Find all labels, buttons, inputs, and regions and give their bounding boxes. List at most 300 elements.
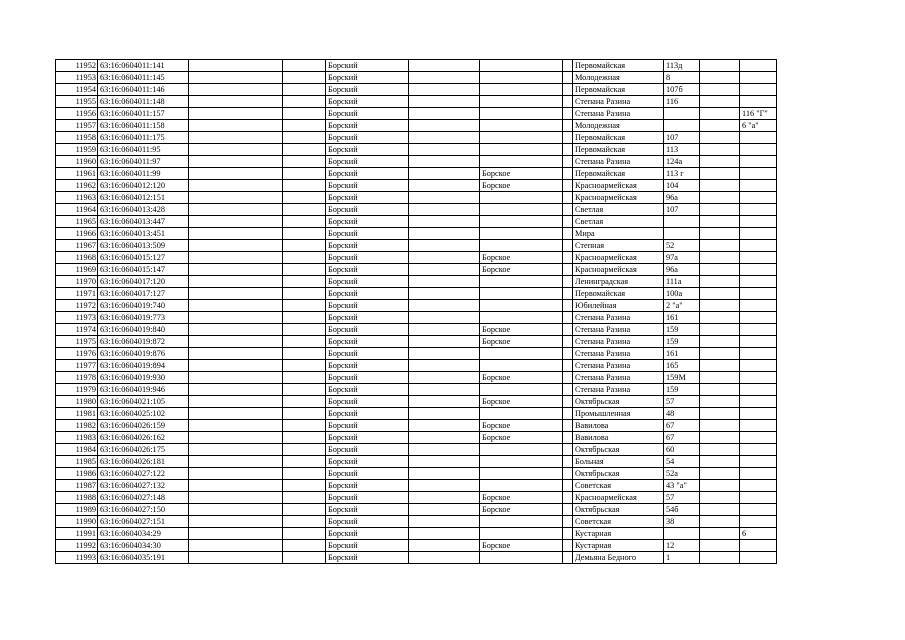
building-suffix	[740, 168, 777, 180]
cell-empty-a	[189, 252, 283, 264]
cell-empty-b	[283, 336, 326, 348]
street-name: Степана Разина	[573, 108, 664, 120]
table-row	[56, 228, 777, 240]
building-suffix	[740, 96, 777, 108]
cell-empty-a	[189, 336, 283, 348]
settlement-name	[480, 276, 563, 288]
cell-empty-d	[700, 372, 740, 384]
cell-empty-c	[409, 396, 480, 408]
district-name: Борский	[326, 120, 409, 132]
table-row	[56, 492, 777, 504]
building-suffix	[740, 132, 777, 144]
cadastral-number: 63:16:0604017:127	[98, 288, 189, 300]
table-row	[56, 420, 777, 432]
cell-empty-b	[283, 432, 326, 444]
cell-empty-b	[283, 504, 326, 516]
cell-empty-d	[700, 408, 740, 420]
street-name: Кустарная	[573, 528, 664, 540]
street-name: Светлая	[573, 204, 664, 216]
row-number: 11972	[56, 300, 98, 312]
street-name: Первомайская	[573, 132, 664, 144]
cell-empty-a	[189, 264, 283, 276]
cell-empty-b	[283, 180, 326, 192]
house-number: 116	[664, 96, 700, 108]
building-suffix	[740, 468, 777, 480]
cell-spacer	[563, 276, 573, 288]
district-name: Борский	[326, 504, 409, 516]
district-name: Борский	[326, 420, 409, 432]
house-number: 161	[664, 348, 700, 360]
building-suffix	[740, 480, 777, 492]
table-row	[56, 504, 777, 516]
cell-empty-b	[283, 276, 326, 288]
settlement-name	[480, 456, 563, 468]
building-suffix	[740, 408, 777, 420]
cell-empty-c	[409, 288, 480, 300]
district-name: Борский	[326, 228, 409, 240]
cell-empty-d	[700, 348, 740, 360]
street-name: Первомайская	[573, 60, 664, 72]
table-row	[56, 444, 777, 456]
cell-empty-b	[283, 96, 326, 108]
cell-empty-c	[409, 72, 480, 84]
cell-empty-b	[283, 60, 326, 72]
house-number	[664, 108, 700, 120]
building-suffix	[740, 192, 777, 204]
cadastral-number: 63:16:0604011:148	[98, 96, 189, 108]
district-name: Борский	[326, 468, 409, 480]
cell-empty-a	[189, 60, 283, 72]
street-name: Октябрьская	[573, 468, 664, 480]
cell-spacer	[563, 420, 573, 432]
table-row	[56, 156, 777, 168]
building-suffix	[740, 324, 777, 336]
house-number: 97а	[664, 252, 700, 264]
cell-spacer	[563, 264, 573, 276]
settlement-name	[480, 552, 563, 564]
row-number: 11982	[56, 420, 98, 432]
cell-empty-d	[700, 180, 740, 192]
building-suffix: 116 "Г"	[740, 108, 777, 120]
district-name: Борский	[326, 252, 409, 264]
row-number: 11973	[56, 312, 98, 324]
house-number: 54	[664, 456, 700, 468]
district-name: Борский	[326, 192, 409, 204]
cell-empty-c	[409, 348, 480, 360]
settlement-name: Борское	[480, 264, 563, 276]
cell-empty-c	[409, 60, 480, 72]
cell-empty-b	[283, 312, 326, 324]
building-suffix	[740, 396, 777, 408]
cell-empty-a	[189, 324, 283, 336]
cell-empty-c	[409, 468, 480, 480]
settlement-name: Борское	[480, 504, 563, 516]
settlement-name	[480, 312, 563, 324]
cadastral-number: 63:16:0604011:158	[98, 120, 189, 132]
cell-empty-b	[283, 252, 326, 264]
district-name: Борский	[326, 216, 409, 228]
cell-empty-b	[283, 300, 326, 312]
cell-empty-d	[700, 72, 740, 84]
house-number: 111а	[664, 276, 700, 288]
settlement-name: Борское	[480, 492, 563, 504]
row-number: 11990	[56, 516, 98, 528]
cell-empty-d	[700, 96, 740, 108]
table-row	[56, 192, 777, 204]
cell-empty-d	[700, 288, 740, 300]
house-number	[664, 228, 700, 240]
table-row	[56, 108, 777, 120]
table-row	[56, 480, 777, 492]
cell-empty-c	[409, 84, 480, 96]
row-number: 11970	[56, 276, 98, 288]
building-suffix	[740, 348, 777, 360]
cell-empty-c	[409, 444, 480, 456]
settlement-name	[480, 108, 563, 120]
building-suffix	[740, 264, 777, 276]
cadastral-number: 63:16:0604019:840	[98, 324, 189, 336]
cell-empty-a	[189, 312, 283, 324]
row-number: 11976	[56, 348, 98, 360]
cell-empty-c	[409, 240, 480, 252]
cell-empty-c	[409, 132, 480, 144]
settlement-name	[480, 60, 563, 72]
settlement-name: Борское	[480, 396, 563, 408]
row-number: 11985	[56, 456, 98, 468]
cell-empty-d	[700, 432, 740, 444]
cell-empty-c	[409, 372, 480, 384]
cell-empty-b	[283, 360, 326, 372]
cell-empty-d	[700, 312, 740, 324]
cell-empty-a	[189, 456, 283, 468]
cadastral-number: 63:16:0604034:30	[98, 540, 189, 552]
cadastral-number: 63:16:0604011:157	[98, 108, 189, 120]
cell-empty-d	[700, 132, 740, 144]
district-name: Борский	[326, 360, 409, 372]
row-number: 11958	[56, 132, 98, 144]
settlement-name	[480, 216, 563, 228]
street-name: Степана Разина	[573, 372, 664, 384]
district-name: Борский	[326, 204, 409, 216]
district-name: Борский	[326, 516, 409, 528]
table-row	[56, 360, 777, 372]
cadastral-number: 63:16:0604026:159	[98, 420, 189, 432]
cadastral-number: 63:16:0604027:151	[98, 516, 189, 528]
cell-spacer	[563, 384, 573, 396]
cell-empty-a	[189, 432, 283, 444]
cell-empty-c	[409, 96, 480, 108]
cell-empty-d	[700, 396, 740, 408]
house-number: 100а	[664, 288, 700, 300]
cell-spacer	[563, 60, 573, 72]
cell-empty-a	[189, 180, 283, 192]
row-number: 11954	[56, 84, 98, 96]
cell-empty-d	[700, 360, 740, 372]
cadastral-number: 63:16:0604027:122	[98, 468, 189, 480]
cell-empty-c	[409, 144, 480, 156]
house-number: 159М	[664, 372, 700, 384]
settlement-name: Борское	[480, 180, 563, 192]
street-name: Степана Разина	[573, 360, 664, 372]
cell-empty-b	[283, 516, 326, 528]
cell-empty-c	[409, 252, 480, 264]
building-suffix	[740, 204, 777, 216]
cell-empty-c	[409, 228, 480, 240]
cell-empty-d	[700, 144, 740, 156]
settlement-name	[480, 132, 563, 144]
street-name: Первомайская	[573, 168, 664, 180]
cell-empty-d	[700, 168, 740, 180]
cell-spacer	[563, 216, 573, 228]
cell-empty-b	[283, 264, 326, 276]
cell-spacer	[563, 480, 573, 492]
street-name: Степана Разина	[573, 312, 664, 324]
building-suffix	[740, 372, 777, 384]
house-number: 12	[664, 540, 700, 552]
cell-spacer	[563, 468, 573, 480]
table-row	[56, 96, 777, 108]
cell-empty-b	[283, 168, 326, 180]
cell-empty-c	[409, 360, 480, 372]
settlement-name	[480, 516, 563, 528]
table-row	[56, 528, 777, 540]
cell-empty-c	[409, 180, 480, 192]
cell-empty-a	[189, 468, 283, 480]
house-number: 107	[664, 132, 700, 144]
row-number: 11984	[56, 444, 98, 456]
row-number: 11968	[56, 252, 98, 264]
cell-spacer	[563, 492, 573, 504]
cell-empty-a	[189, 408, 283, 420]
cell-empty-c	[409, 276, 480, 288]
cell-empty-b	[283, 408, 326, 420]
house-number: 8	[664, 72, 700, 84]
building-suffix	[740, 156, 777, 168]
table-row	[56, 288, 777, 300]
settlement-name	[480, 228, 563, 240]
table-row	[56, 132, 777, 144]
cell-empty-c	[409, 480, 480, 492]
district-name: Борский	[326, 480, 409, 492]
cell-empty-c	[409, 168, 480, 180]
cell-empty-d	[700, 276, 740, 288]
street-name: Демьяна Бедного	[573, 552, 664, 564]
row-number: 11983	[56, 432, 98, 444]
cell-empty-d	[700, 420, 740, 432]
row-number: 11975	[56, 336, 98, 348]
cell-spacer	[563, 300, 573, 312]
cell-empty-c	[409, 120, 480, 132]
cell-empty-a	[189, 216, 283, 228]
cell-empty-b	[283, 468, 326, 480]
cadastral-number: 63:16:0604019:946	[98, 384, 189, 396]
table-row	[56, 144, 777, 156]
cell-empty-a	[189, 132, 283, 144]
settlement-name	[480, 144, 563, 156]
street-name: Светлая	[573, 216, 664, 228]
street-name: Юбилейная	[573, 300, 664, 312]
cell-empty-a	[189, 300, 283, 312]
house-number	[664, 528, 700, 540]
house-number: 104	[664, 180, 700, 192]
cell-empty-b	[283, 540, 326, 552]
house-number: 2 "а"	[664, 300, 700, 312]
district-name: Борский	[326, 276, 409, 288]
row-number: 11986	[56, 468, 98, 480]
building-suffix	[740, 240, 777, 252]
cell-spacer	[563, 288, 573, 300]
table-row	[56, 540, 777, 552]
street-name: Степана Разина	[573, 348, 664, 360]
house-number: 1	[664, 552, 700, 564]
row-number: 11988	[56, 492, 98, 504]
cell-spacer	[563, 120, 573, 132]
cell-spacer	[563, 240, 573, 252]
street-name: Советская	[573, 516, 664, 528]
street-name: Первомайская	[573, 288, 664, 300]
cell-empty-b	[283, 204, 326, 216]
cadastral-number: 63:16:0604011:175	[98, 132, 189, 144]
cell-empty-d	[700, 444, 740, 456]
cell-spacer	[563, 96, 573, 108]
settlement-name: Борское	[480, 420, 563, 432]
cell-empty-a	[189, 144, 283, 156]
building-suffix	[740, 288, 777, 300]
house-number: 52а	[664, 468, 700, 480]
district-name: Борский	[326, 108, 409, 120]
cell-spacer	[563, 84, 573, 96]
cell-spacer	[563, 132, 573, 144]
cell-empty-b	[283, 72, 326, 84]
building-suffix	[740, 516, 777, 528]
street-name: Красноармейская	[573, 192, 664, 204]
district-name: Борский	[326, 324, 409, 336]
cell-empty-a	[189, 108, 283, 120]
cell-empty-d	[700, 528, 740, 540]
cell-empty-a	[189, 120, 283, 132]
table-row	[56, 372, 777, 384]
house-number: 52	[664, 240, 700, 252]
cell-empty-a	[189, 204, 283, 216]
row-number: 11989	[56, 504, 98, 516]
table-row	[56, 432, 777, 444]
street-name: Первомайская	[573, 144, 664, 156]
settlement-name	[480, 384, 563, 396]
cadastral-number: 63:16:0604026:181	[98, 456, 189, 468]
cadastral-number: 63:16:0604011:99	[98, 168, 189, 180]
district-name: Борский	[326, 456, 409, 468]
cell-empty-d	[700, 156, 740, 168]
row-number: 11966	[56, 228, 98, 240]
cell-spacer	[563, 456, 573, 468]
cell-empty-c	[409, 384, 480, 396]
table-row	[56, 216, 777, 228]
cell-empty-c	[409, 192, 480, 204]
cadastral-number: 63:16:0604019:740	[98, 300, 189, 312]
house-number	[664, 216, 700, 228]
district-name: Борский	[326, 312, 409, 324]
cell-empty-d	[700, 240, 740, 252]
row-number: 11992	[56, 540, 98, 552]
cell-empty-b	[283, 396, 326, 408]
cell-empty-d	[700, 192, 740, 204]
district-name: Борский	[326, 300, 409, 312]
street-name: Красноармейская	[573, 264, 664, 276]
table-row	[56, 552, 777, 564]
row-number: 11957	[56, 120, 98, 132]
table-row	[56, 312, 777, 324]
cell-spacer	[563, 552, 573, 564]
cell-empty-b	[283, 240, 326, 252]
house-number: 159	[664, 384, 700, 396]
house-number: 67	[664, 432, 700, 444]
cadastral-number: 63:16:0604019:930	[98, 372, 189, 384]
cell-empty-b	[283, 84, 326, 96]
cell-empty-d	[700, 480, 740, 492]
cell-spacer	[563, 396, 573, 408]
cell-empty-c	[409, 528, 480, 540]
cell-empty-d	[700, 324, 740, 336]
cell-empty-d	[700, 108, 740, 120]
settlement-name	[480, 72, 563, 84]
row-number: 11974	[56, 324, 98, 336]
house-number: 60	[664, 444, 700, 456]
cell-empty-a	[189, 240, 283, 252]
table-row	[56, 84, 777, 96]
street-name: Октябрьская	[573, 444, 664, 456]
row-number: 11959	[56, 144, 98, 156]
cell-spacer	[563, 144, 573, 156]
cadastral-number: 63:16:0604026:162	[98, 432, 189, 444]
settlement-name	[480, 528, 563, 540]
cell-empty-b	[283, 348, 326, 360]
cell-empty-c	[409, 420, 480, 432]
cadastral-number: 63:16:0604019:773	[98, 312, 189, 324]
cell-empty-b	[283, 120, 326, 132]
district-name: Борский	[326, 288, 409, 300]
building-suffix	[740, 84, 777, 96]
cell-empty-a	[189, 156, 283, 168]
cell-empty-d	[700, 384, 740, 396]
house-number: 159	[664, 336, 700, 348]
cell-spacer	[563, 348, 573, 360]
table-row	[56, 276, 777, 288]
cell-spacer	[563, 180, 573, 192]
building-suffix	[740, 60, 777, 72]
cell-spacer	[563, 540, 573, 552]
cell-spacer	[563, 336, 573, 348]
cell-spacer	[563, 168, 573, 180]
cadastral-number: 63:16:0604015:147	[98, 264, 189, 276]
building-suffix	[740, 456, 777, 468]
building-suffix	[740, 492, 777, 504]
cell-empty-c	[409, 492, 480, 504]
settlement-name	[480, 480, 563, 492]
cell-empty-a	[189, 372, 283, 384]
row-number: 11971	[56, 288, 98, 300]
cadastral-number: 63:16:0604015:127	[98, 252, 189, 264]
building-suffix	[740, 540, 777, 552]
settlement-name	[480, 204, 563, 216]
cell-empty-a	[189, 552, 283, 564]
table-row	[56, 252, 777, 264]
cell-empty-a	[189, 420, 283, 432]
cell-empty-a	[189, 348, 283, 360]
cell-empty-d	[700, 216, 740, 228]
cell-empty-b	[283, 456, 326, 468]
row-number: 11969	[56, 264, 98, 276]
district-name: Борский	[326, 84, 409, 96]
